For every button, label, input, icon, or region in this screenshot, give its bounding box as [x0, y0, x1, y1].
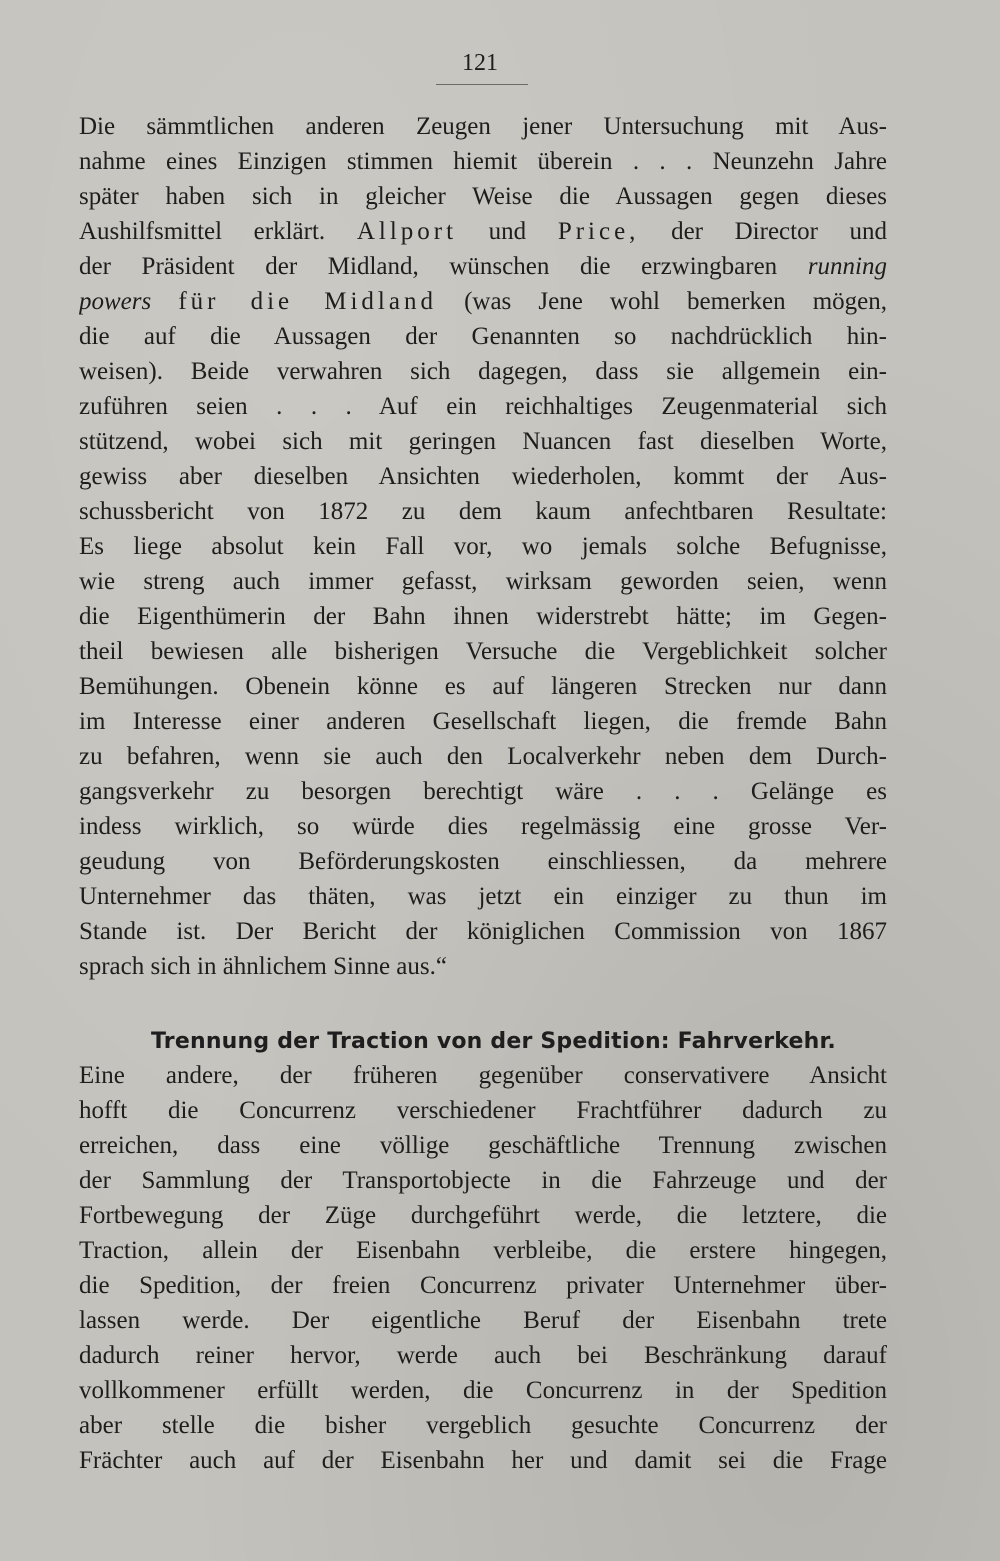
page-number: [0, 50, 1000, 77]
text-line: später haben sich in gleicher Weise die Aussagen gegen dieses: [79, 183, 887, 210]
text-line: vollkommener erfüllt werden, die Concurrenz in der Spedition: [79, 1377, 887, 1404]
text-line: der Sammlung der Transportobjecte in die Fahrzeuge und der: [79, 1167, 887, 1194]
text-line: die Eigenthümerin der Bahn ihnen widerstrebt hätte; im Gegen-: [79, 603, 887, 630]
text-line: indess wirklich, so würde dies regelmässig eine grosse Ver-: [79, 813, 887, 840]
italic-term: powers: [79, 288, 152, 315]
text-line: wie streng auch immer gefasst, wirksam geworden seien, wenn: [79, 568, 887, 595]
text-line: lassen werde. Der eigentliche Beruf der Eisenbahn trete: [79, 1307, 887, 1334]
text-line: gangsverkehr zu besorgen berechtigt wäre . . . Gelänge es: [79, 778, 887, 805]
italic-term: running: [807, 253, 887, 280]
text-line: geudung von Beförderungskosten einschliessen, da mehrere: [79, 848, 887, 875]
text-line: Die sämmtlichen anderen Zeugen jener Untersuchung mit Aus-: [79, 113, 887, 140]
text-line: [79, 284, 887, 319]
text-line: zuführen seien . . . Auf ein reichhaltiges Zeugenmaterial sich: [79, 393, 887, 420]
paragraph-1: [79, 109, 887, 984]
text-line: Stande ist. Der Bericht der königlichen Commission von 1867: [79, 918, 887, 945]
text-line: zu befahren, wenn sie auch den Localverkehr neben dem Durch-: [79, 743, 887, 770]
text-segment: (was Jene wohl bemerken mögen,: [464, 288, 887, 315]
text-line: Fortbewegung der Züge durchgeführt werde, die letztere, die: [79, 1202, 887, 1229]
text-segment: und: [488, 218, 527, 245]
spaced-name-allport: Allport: [356, 218, 458, 245]
header-rule: [436, 84, 528, 85]
spaced-text: für die Midland: [178, 288, 437, 315]
text-segment: der Präsident der Midland, wünschen die erzwingbaren: [79, 253, 778, 280]
text-line: im Interesse einer anderen Gesellschaft liegen, die fremde Bahn: [79, 708, 887, 735]
text-line: theil bewiesen alle bisherigen Versuche die Vergeblichkeit solcher: [79, 638, 887, 665]
text-line: die Spedition, der freien Concurrenz privater Unternehmer über-: [79, 1272, 887, 1299]
text-line: erreichen, dass eine völlige geschäftliche Trennung zwischen: [79, 1132, 887, 1159]
section-heading: Trennung der Traction von der Spedition: Fahrverkehr.: [151, 1029, 836, 1054]
text-line: Bemühungen. Obenein könne es auf längeren Strecken nur dann: [79, 673, 887, 700]
text-line: [79, 249, 887, 284]
text-segment: der Director und: [671, 218, 887, 245]
text-line: Es liege absolut kein Fall vor, wo jemals solche Befugnisse,: [79, 533, 887, 560]
text-line: gewiss aber dieselben Ansichten wiederholen, kommt der Aus-: [79, 463, 887, 490]
text-line: Unternehmer das thäten, was jetzt ein einziger zu thun im: [79, 883, 887, 910]
text-line: dadurch reiner hervor, werde auch bei Beschränkung darauf: [79, 1342, 887, 1369]
text-line: sprach sich in ähnlichem Sinne aus.“: [79, 953, 447, 980]
spaced-name-price: Price,: [557, 218, 640, 245]
text-line: aber stelle die bisher vergeblich gesuchte Concurrenz der: [79, 1412, 887, 1439]
section-heading-line: [79, 1023, 887, 1058]
text-line: schussbericht von 1872 zu dem kaum anfechtbaren Resultate:: [79, 498, 887, 525]
text-line: Traction, allein der Eisenbahn verbleibe, die erstere hingegen,: [79, 1237, 887, 1264]
text-line: hofft die Concurrenz verschiedener Frachtführer dadurch zu: [79, 1097, 887, 1124]
text-line: Eine andere, der früheren gegenüber conservativere Ansicht: [79, 1062, 887, 1089]
page-number-text: 121: [462, 50, 498, 76]
text-segment: Aushilfsmittel erklärt.: [79, 218, 326, 245]
text-line: nahme eines Einzigen stimmen hiemit überein . . . Neunzehn Jahre: [79, 148, 887, 175]
text-line: weisen). Beide verwahren sich dagegen, dass sie allgemein ein-: [79, 358, 887, 385]
section-paragraph: [79, 1023, 887, 1478]
text-line: stützend, wobei sich mit geringen Nuancen fast dieselben Worte,: [79, 428, 887, 455]
text-line: [79, 214, 887, 249]
text-line: die auf die Aussagen der Genannten so nachdrücklich hin-: [79, 323, 887, 350]
text-line: Frächter auch auf der Eisenbahn her und damit sei die Frage: [79, 1447, 887, 1474]
